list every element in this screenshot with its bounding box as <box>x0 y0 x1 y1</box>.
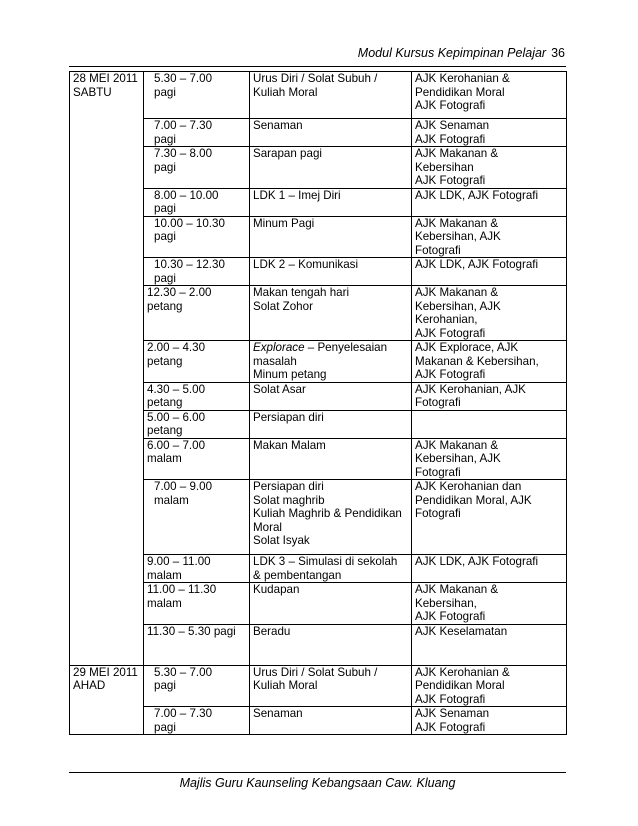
committee-cell: AJK Explorace, AJK Makanan & Kebersihan, AJK Fotografi <box>412 341 567 383</box>
committee-cell: AJK Kerohanian dan Pendidikan Moral, AJK Fotografi <box>412 480 567 555</box>
time-cell: 5.30 – 7.00 pagi <box>144 665 250 707</box>
committee-cell: AJK Makanan & Kebersihan, AJK Fotografi <box>412 216 567 258</box>
activity-cell: Solat Asar <box>250 382 412 410</box>
table-row <box>70 119 567 147</box>
table-row <box>70 382 567 410</box>
day-date-cell: 29 MEI 2011 AHAD <box>70 665 144 707</box>
table-row <box>70 341 567 383</box>
time-cell: 5.00 – 6.00 petang <box>144 410 250 438</box>
committee-cell: AJK Kerohanian, AJK Fotografi <box>412 382 567 410</box>
page-header <box>70 46 565 60</box>
header-divider <box>69 66 566 67</box>
table-row <box>70 188 567 216</box>
activity-emphasis: Explorace <box>253 341 305 354</box>
time-cell: 9.00 – 11.00 malam <box>144 555 250 583</box>
table-row <box>70 72 567 119</box>
day-date-cell <box>70 286 144 341</box>
day-date-cell <box>70 119 144 147</box>
activity-text: – Penyelesaian masalah Minum petang <box>253 341 388 381</box>
committee-cell: AJK Kerohanian & Pendidikan Moral AJK Fotografi <box>412 72 567 119</box>
time-cell: 10.00 – 10.30 pagi <box>144 216 250 258</box>
time-cell: 6.00 – 7.00 malam <box>144 438 250 480</box>
table-row <box>70 665 567 707</box>
activity-cell: Minum Pagi <box>250 216 412 258</box>
day-date-cell <box>70 555 144 583</box>
day-date-cell <box>70 258 144 286</box>
committee-cell: AJK LDK, AJK Fotografi <box>412 188 567 216</box>
activity-cell: Sarapan pagi <box>250 147 412 189</box>
committee-cell: AJK Makanan & Kebersihan, AJK Fotografi <box>412 438 567 480</box>
table-row <box>70 707 567 735</box>
day-date-cell <box>70 480 144 555</box>
day-date-cell <box>70 341 144 383</box>
time-cell: 10.30 – 12.30 pagi <box>144 258 250 286</box>
committee-cell <box>412 410 567 438</box>
time-cell: 5.30 – 7.00 pagi <box>144 72 250 119</box>
time-cell: 11.30 – 5.30 pagi <box>144 624 250 665</box>
day-date-cell <box>70 147 144 189</box>
committee-cell: AJK Makanan & Kebersihan, AJK Fotografi <box>412 583 567 625</box>
day-date-cell <box>70 438 144 480</box>
activity-cell: Urus Diri / Solat Subuh / Kuliah Moral <box>250 72 412 119</box>
table-row <box>70 555 567 583</box>
time-cell: 4.30 – 5.00 petang <box>144 382 250 410</box>
day-date-cell <box>70 583 144 625</box>
table-row <box>70 258 567 286</box>
committee-cell: AJK Keselamatan <box>412 624 567 665</box>
table-row <box>70 583 567 625</box>
activity-cell: LDK 3 – Simulasi di sekolah & pembentangan <box>250 555 412 583</box>
activity-cell: Senaman <box>250 707 412 735</box>
page-footer: Majlis Guru Kaunseling Kebangsaan Caw. Kluang <box>179 776 456 790</box>
activity-cell: Makan tengah hari Solat Zohor <box>250 286 412 341</box>
schedule-table <box>69 71 567 735</box>
committee-cell: AJK Makanan & Kebersihan, AJK Kerohanian, AJK Fotografi <box>412 286 567 341</box>
activity-cell: Beradu <box>250 624 412 665</box>
document-title: Modul Kursus Kepimpinan Pelajar <box>357 46 547 60</box>
committee-cell: AJK Senaman AJK Fotografi <box>412 119 567 147</box>
committee-cell: AJK LDK, AJK Fotografi <box>412 258 567 286</box>
table-row <box>70 147 567 189</box>
time-cell: 12.30 – 2.00 petang <box>144 286 250 341</box>
day-date-cell <box>70 216 144 258</box>
time-cell: 8.00 – 10.00 pagi <box>144 188 250 216</box>
time-cell: 2.00 – 4.30 petang <box>144 341 250 383</box>
time-cell: 7.00 – 7.30 pagi <box>144 119 250 147</box>
activity-cell: Makan Malam <box>250 438 412 480</box>
table-row <box>70 410 567 438</box>
activity-cell <box>250 341 412 383</box>
page-number: 36 <box>551 46 565 60</box>
table-row <box>70 438 567 480</box>
day-date-cell: 28 MEI 2011 SABTU <box>70 72 144 119</box>
activity-cell: LDK 2 – Komunikasi <box>250 258 412 286</box>
activity-cell: Persiapan diri <box>250 410 412 438</box>
table-row <box>70 624 567 665</box>
activity-cell: Persiapan diri Solat maghrib Kuliah Maghrib & Pendidikan Moral Solat Isyak <box>250 480 412 555</box>
activity-cell: Urus Diri / Solat Subuh / Kuliah Moral <box>250 665 412 707</box>
committee-cell: AJK LDK, AJK Fotografi <box>412 555 567 583</box>
time-cell: 7.30 – 8.00 pagi <box>144 147 250 189</box>
table-row <box>70 286 567 341</box>
committee-cell: AJK Senaman AJK Fotografi <box>412 707 567 735</box>
table-row <box>70 216 567 258</box>
committee-cell: AJK Makanan & Kebersihan AJK Fotografi <box>412 147 567 189</box>
day-date-cell <box>70 410 144 438</box>
committee-cell: AJK Kerohanian & Pendidikan Moral AJK Fotografi <box>412 665 567 707</box>
table-row <box>70 480 567 555</box>
time-cell: 11.00 – 11.30 malam <box>144 583 250 625</box>
day-date-cell <box>70 188 144 216</box>
activity-cell: Kudapan <box>250 583 412 625</box>
day-date-cell <box>70 707 144 735</box>
time-cell: 7.00 – 9.00 malam <box>144 480 250 555</box>
activity-cell: Senaman <box>250 119 412 147</box>
footer-divider <box>69 772 566 773</box>
activity-cell: LDK 1 – Imej Diri <box>250 188 412 216</box>
day-date-cell <box>70 382 144 410</box>
time-cell: 7.00 – 7.30 pagi <box>144 707 250 735</box>
day-date-cell <box>70 624 144 665</box>
